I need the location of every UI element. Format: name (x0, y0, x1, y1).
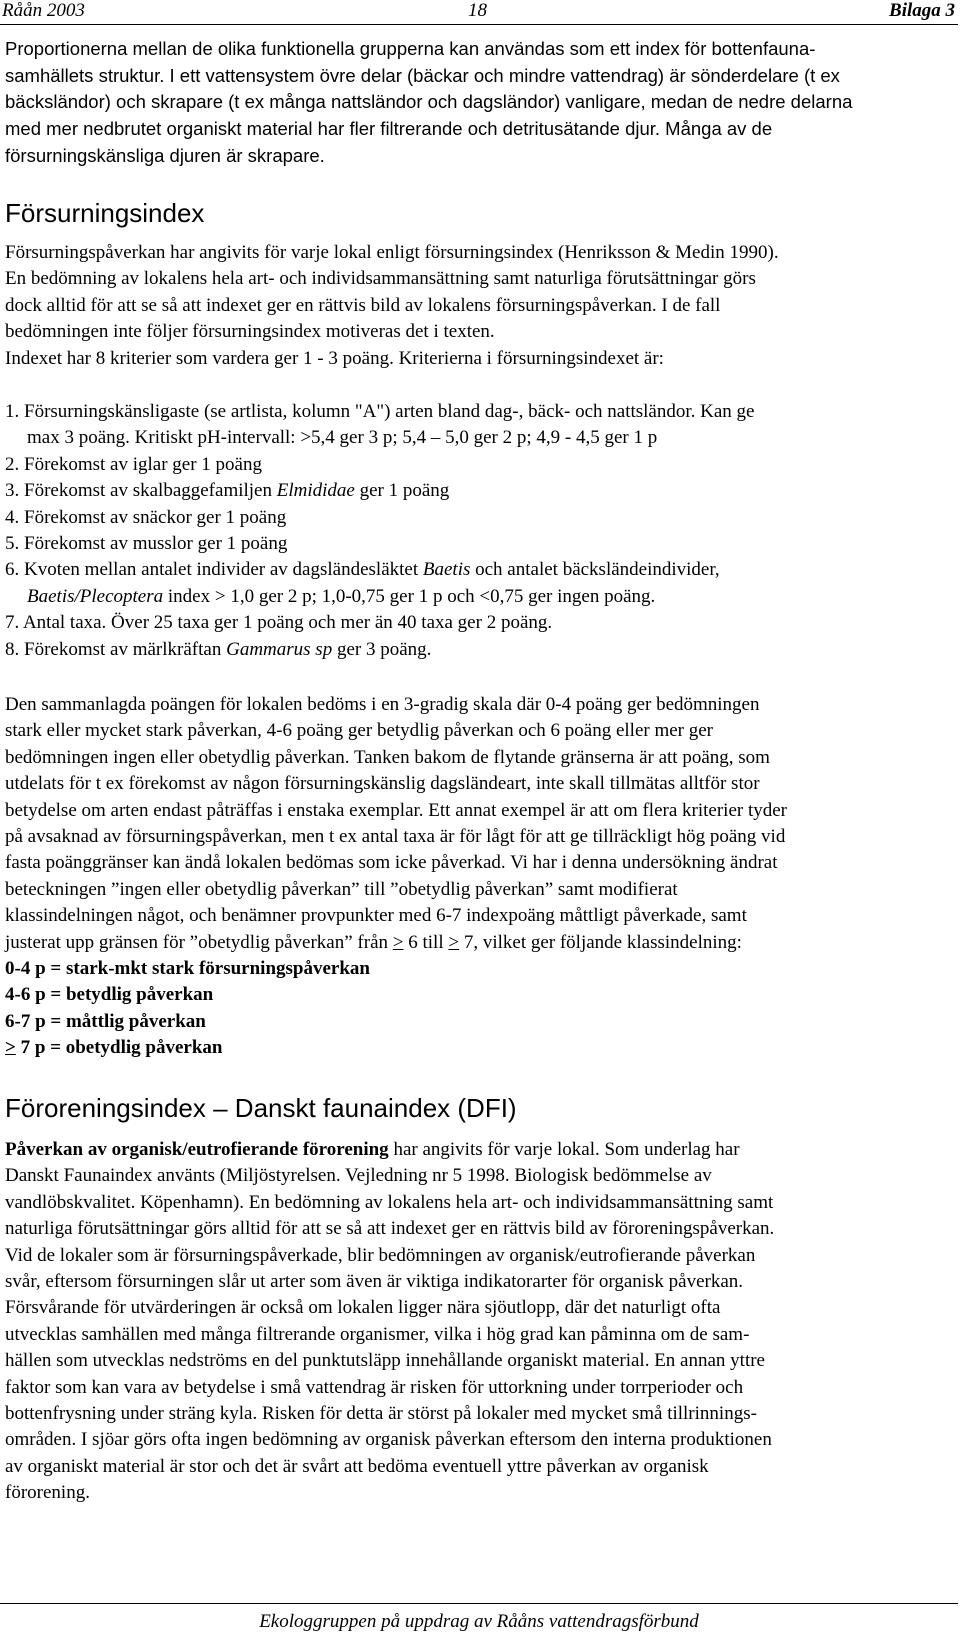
criterion-1-continued: max 3 poäng. Kritiskt pH-intervall: >5,4 ger 3 p; 5,4 – 5,0 ger 2 p; 4,9 - 4,5 ger 1 p (27, 427, 658, 449)
paragraph-line: svår, eftersom försurningen slår ut arter som även är viktiga indikatorarter för organisk påverkan. (5, 1271, 744, 1293)
paragraph-line: dock alltid för att se så att indexet ger en rättvis bild av lokalens försurningspåverkan. I de fall (5, 294, 721, 316)
text: 6 till (403, 931, 449, 953)
page-header (0, 0, 958, 25)
text: har angivits för varje lokal. Som underlag har (388, 1139, 740, 1160)
criterion-text: 8. Förekomst av märlkräftan (5, 638, 227, 660)
criterion-6 (5, 557, 958, 583)
paragraph-line: fasta poänggränser kan ändå lokalen bedömas som icke påverkad. Vi har i denna undersökning ändrat (5, 852, 778, 874)
paragraph-line: naturliga förutsättningar görs alltid för att se så att indexet ger en rättvis bild av föroreningspåverkan. (5, 1218, 775, 1240)
section-heading-dfi: Föroreningsindex – Danskt faunaindex (DFI) (5, 1093, 517, 1123)
criterion-text: ger 3 poäng. (332, 638, 432, 660)
paragraph-line: bedömningen ingen eller obetydlig påverkan. Tanken bakom de flytande gränserna är att poäng, som (5, 746, 770, 768)
criterion-text: 6. Kvoten mellan antalet individer av dagsländesläktet (5, 559, 423, 581)
taxon-name: Elmididae (276, 480, 355, 502)
criterion-5: 5. Förekomst av musslor ger 1 poäng (5, 533, 288, 555)
paragraph-line: bedömningen inte följer försurningsindex motiveras det i texten. (5, 321, 495, 343)
criterion-8 (5, 637, 958, 663)
paragraph-line: Försurningspåverkan har angivits för varje lokal enligt försurningsindex (Henriksson & Medin 1990). (5, 242, 779, 263)
header-appendix: Bilaga 3 (889, 0, 955, 21)
paragraph-line: bottenfrysning under sträng kyla. Risken för detta är störst på lokaler med mycket små tillrinnings- (5, 1403, 757, 1425)
ge-symbol: > (448, 931, 460, 953)
paragraph-line: områden. I sjöar görs ofta ingen bedömning av organisk påverkan eftersom den interna produktionen (5, 1429, 772, 1451)
scoring-paragraph (5, 692, 958, 1062)
criterion-text: 3. Förekomst av skalbaggefamiljen (5, 480, 277, 502)
criterion-2: 2. Förekomst av iglar ger 1 poäng (5, 453, 262, 475)
paragraph-line: Försvårande för utvärderingen är också om lokalen ligger nära sjöutlopp, där det naturligt ofta (5, 1297, 721, 1319)
page-number: 18 (468, 0, 487, 21)
section1-paragraph (5, 240, 958, 372)
ge-symbol: > (392, 931, 404, 953)
paragraph-line: av organiskt material är stor och det är svårt att bedöma eventuell yttre påverkan av organisk (5, 1455, 709, 1477)
page-footer: Ekologgruppen på uppdrag av Rååns vattendragsförbund (0, 1603, 958, 1638)
paragraph-line: Vid de lokaler som är försurningspåverkade, blir bedömningen av organisk/eutrofierande påverkan (5, 1244, 756, 1266)
paragraph-line: faktor som kan vara av betydelse i små vattendrag är risken för uttorkning under torrperioder och (5, 1376, 744, 1398)
class-obetydlig (5, 1035, 958, 1061)
paragraph-line: beteckningen ”ingen eller obetydlig påverkan” till ”obetydlig påverkan” samt modifierat (5, 878, 678, 900)
class-betydlig: 4-6 p = betydlig påverkan (5, 984, 214, 1006)
intro-paragraph (5, 36, 958, 170)
paragraph-line: utdelats för t ex förekomst av någon försurningskänslig dagsländeart, inte skall tillmätas alltför stor (5, 773, 760, 795)
paragraph-line: förorening. (5, 1482, 90, 1504)
paragraph-line (5, 930, 958, 956)
paragraph-line: Danskt Faunaindex använts (Miljöstyrelsen. Vejledning nr 5 1998. Biologisk bedömmelse av (5, 1165, 712, 1187)
text: 7, vilket ger följande klassindelning: (459, 931, 742, 953)
section2-paragraph (5, 1137, 958, 1507)
intro-line: samhällets struktur. I ett vattensystem övre delar (bäckar och mindre vattendrag) är sönderdelare (t ex (5, 64, 840, 86)
intro-line: Proportionerna mellan de olika funktionella grupperna kan användas som ett index för bottenfauna- (5, 38, 816, 59)
taxon-name: Gammarus sp (226, 638, 333, 660)
class-stark-mkt-stark: 0-4 p = stark-mkt stark försurningspåverkan (5, 958, 370, 980)
text: justerat upp gränsen för ”obetydlig påverkan” från (5, 931, 393, 953)
header-title: Råån 2003 (2, 0, 85, 21)
intro-line: bäcksländor) och skrapare (t ex många nattsländor och dagsländor) vanligare, medan de nedre delarna (5, 91, 853, 113)
bold-phrase: Påverkan av organisk/eutrofierande förorening (5, 1139, 389, 1160)
criterion-text: ger 1 poäng (354, 480, 450, 502)
paragraph-line: på avsaknad av försurningspåverkan, men t ex antal taxa är för lågt för att ge tillräckligt hög poäng vid (5, 826, 786, 848)
paragraph-line: hällen som utvecklas nedströms en del punktutsläpp innehållande organiskt material. En annan yttre (5, 1350, 765, 1372)
class-mattlig: 6-7 p = måttlig påverkan (5, 1010, 206, 1032)
criterion-7: 7. Antal taxa. Över 25 taxa ger 1 poäng och mer än 40 taxa ger 2 poäng. (5, 612, 553, 634)
text: 7 p = obetydlig påverkan (15, 1037, 223, 1059)
paragraph-line: utvecklas samhällen med många filtrerande organismer, vilka i hög grad kan påminna om de sam- (5, 1323, 750, 1345)
intro-line: med mer nedbrutet organiskt material har fler filtrerande och detritusätande djur. Många av de (5, 118, 773, 140)
criterion-3 (5, 478, 958, 504)
paragraph-line: klassindelningen något, och benämner provpunkter med 6-7 indexpoäng måttligt påverkade, samt (5, 905, 747, 927)
section-heading-forsurningsindex: Försurningsindex (5, 198, 205, 228)
taxon-name: Baetis (422, 559, 471, 581)
paragraph-line: Indexet har 8 kriterier som vardera ger 1 - 3 poäng. Kriterierna i försurningsindexet är: (5, 347, 664, 369)
taxon-name: Baetis/Plecoptera (27, 585, 164, 607)
paragraph-line: betydelse om arten endast påträffas i enstaka exemplar. Ett annat exempel är att om flera kriterier tyder (5, 799, 788, 821)
paragraph-line: vandlöbskvalitet. Köpenhamn). En bedömning av lokalens hela art- och individsammansättning samt (5, 1191, 774, 1213)
criterion-4: 4. Förekomst av snäckor ger 1 poäng (5, 506, 287, 528)
paragraph-line (5, 1137, 958, 1163)
ge-symbol: > (5, 1037, 16, 1059)
criteria-list (5, 399, 958, 663)
criterion-1: 1. Försurningskänsligaste (se artlista, kolumn "A") arten bland dag-, bäck- och nattsländor. Kan ge (5, 401, 755, 422)
criterion-text: index > 1,0 ger 2 p; 1,0-0,75 ger 1 p och <0,75 ger ingen poäng. (163, 585, 656, 607)
criterion-text: och antalet bäcksländeindivider, (470, 559, 720, 581)
paragraph-line: En bedömning av lokalens hela art- och individsammansättning samt naturliga förutsättningar görs (5, 268, 756, 290)
paragraph-line: Den sammanlagda poängen för lokalen bedöms i en 3-gradig skala där 0-4 poäng ger bedömningen (5, 694, 760, 715)
criterion-6-continued (5, 584, 958, 610)
paragraph-line: stark eller mycket stark påverkan, 4-6 poäng ger betydlig påverkan och 6 poäng eller mer ger (5, 720, 714, 742)
intro-line: försurningskänsliga djuren är skrapare. (5, 144, 325, 166)
